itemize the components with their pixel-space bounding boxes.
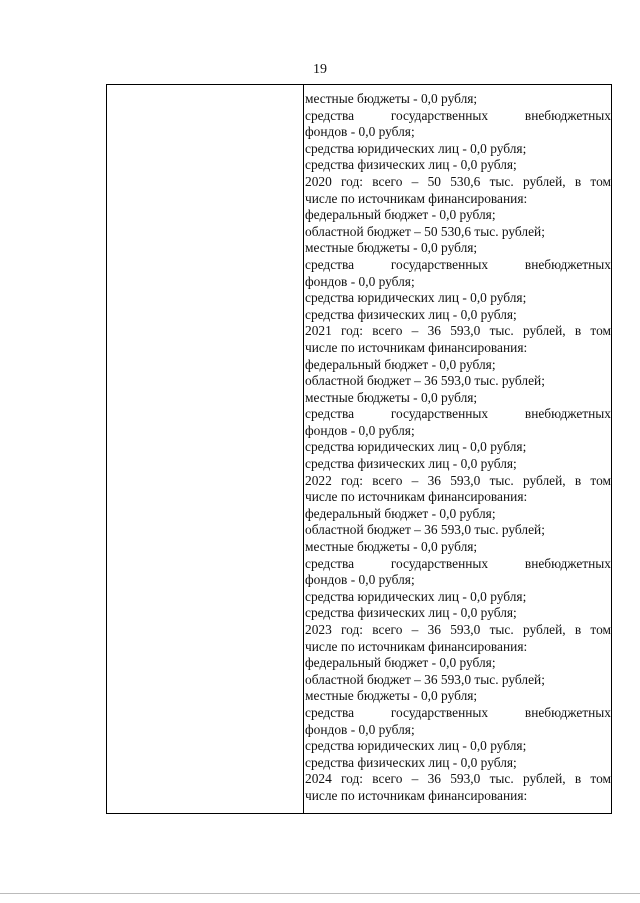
text-line: областной бюджет – 36 593,0 тыс. рублей; [305, 373, 545, 389]
text-line: средства физических лиц - 0,0 рубля; [305, 754, 517, 770]
funding-table [106, 84, 612, 814]
text-line: 2024 год: всего – 36 593,0 тыс. рублей, в том [305, 771, 611, 787]
text-line: областной бюджет – 50 530,6 тыс. рублей; [305, 223, 545, 239]
text-line: средства государственных внебюджетных [305, 107, 611, 123]
text-line: средства государственных внебюджетных [305, 555, 611, 571]
text-line: федеральный бюджет - 0,0 рубля; [305, 356, 496, 372]
text-line: областной бюджет – 36 593,0 тыс. рублей; [305, 671, 545, 687]
text-line: числе по источникам финансирования: [305, 489, 528, 505]
text-line: средства физических лиц - 0,0 рубля; [305, 605, 517, 621]
text-line: местные бюджеты - 0,0 рубля; [305, 91, 478, 106]
text-line: 2021 год: всего – 36 593,0 тыс. рублей, в том [305, 323, 611, 339]
text-line: средства юридических лиц - 0,0 рубля; [305, 738, 527, 754]
text-line: числе по источникам финансирования: [305, 190, 528, 206]
text-line: средства физических лиц - 0,0 рубля; [305, 456, 517, 472]
text-line: 2020 год: всего – 50 530,6 тыс. рублей, в том [305, 173, 611, 189]
text-line: средства юридических лиц - 0,0 рубля; [305, 588, 527, 604]
text-line: средства юридических лиц - 0,0 рубля; [305, 290, 527, 306]
text-line: средства государственных внебюджетных [305, 406, 611, 422]
text-line: фондов - 0,0 рубля; [305, 572, 415, 588]
text-line: местные бюджеты - 0,0 рубля; [305, 539, 478, 555]
text-line: фондов - 0,0 рубля; [305, 124, 415, 140]
text-line: областной бюджет – 36 593,0 тыс. рублей; [305, 522, 545, 538]
page-number: 19 [313, 62, 327, 77]
text-line: 2023 год: всего – 36 593,0 тыс. рублей, в том [305, 622, 611, 637]
text-line: числе по источникам финансирования: [305, 638, 528, 654]
text-line: 2022 год: всего – 36 593,0 тыс. рублей, в том [305, 472, 611, 488]
text-line: местные бюджеты - 0,0 рубля; [305, 389, 478, 405]
text-line: федеральный бюджет - 0,0 рубля; [305, 505, 496, 521]
text-line: федеральный бюджет - 0,0 рубля; [305, 655, 496, 671]
text-line: средства юридических лиц - 0,0 рубля; [305, 140, 527, 156]
page-bottom-rule [0, 893, 640, 894]
text-line: фондов - 0,0 рубля; [305, 273, 415, 289]
text-line: местные бюджеты - 0,0 рубля; [305, 688, 478, 704]
table-right-cell [305, 91, 611, 805]
text-line: средства государственных внебюджетных [305, 256, 611, 272]
text-line: местные бюджеты - 0,0 рубля; [305, 240, 478, 256]
table-left-cell [107, 85, 304, 813]
text-line: средства государственных внебюджетных [305, 704, 611, 720]
text-line: числе по источникам финансирования: [305, 787, 528, 803]
text-line: средства юридических лиц - 0,0 рубля; [305, 439, 527, 455]
text-line: федеральный бюджет - 0,0 рубля; [305, 207, 496, 223]
text-line: числе по источникам финансирования: [305, 339, 528, 355]
text-line: фондов - 0,0 рубля; [305, 422, 415, 438]
text-line: фондов - 0,0 рубля; [305, 721, 415, 737]
text-line: средства физических лиц - 0,0 рубля; [305, 306, 517, 322]
text-line: средства физических лиц - 0,0 рубля; [305, 157, 517, 173]
